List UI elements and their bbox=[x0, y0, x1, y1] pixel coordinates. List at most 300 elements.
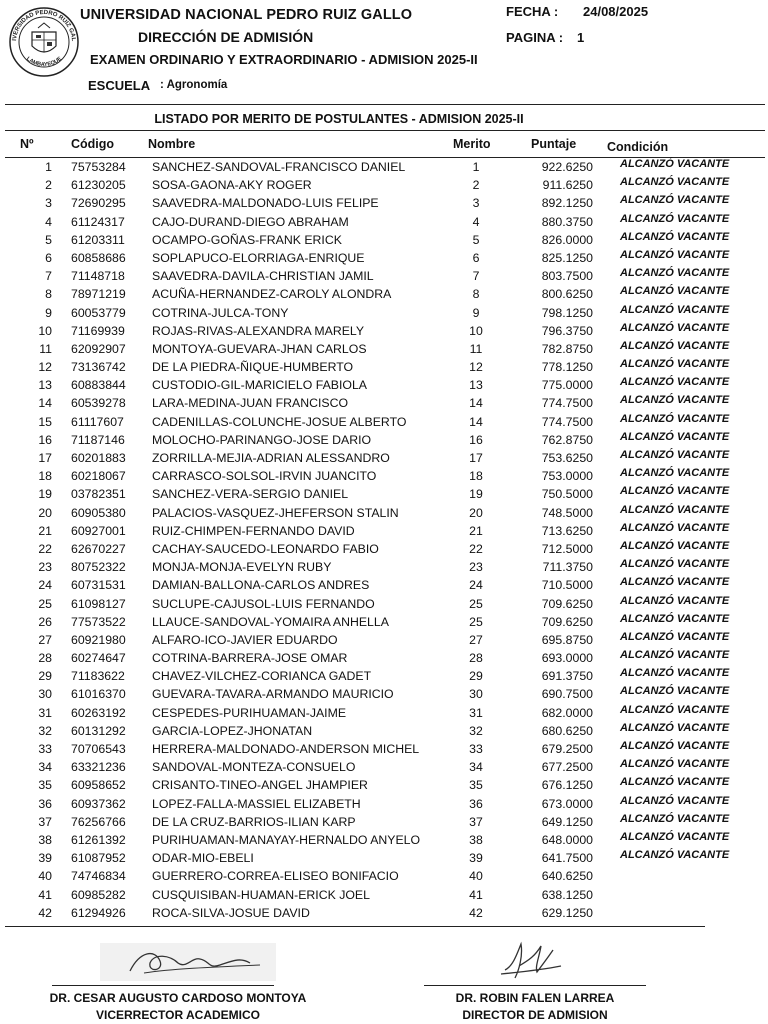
table-row bbox=[0, 249, 768, 267]
table-row bbox=[0, 831, 768, 849]
applicant-name: LOPEZ-FALLA-MASSIEL ELIZABETH bbox=[152, 796, 361, 811]
condition: ALCANZÓ VACANTE bbox=[620, 521, 730, 534]
applicant-name: ACUÑA-HERNANDEZ-CAROLY ALONDRA bbox=[152, 287, 392, 302]
applicant-name: DE LA PIEDRA-ÑIQUE-HUMBERTO bbox=[152, 360, 354, 375]
table-row bbox=[0, 867, 768, 885]
condition: ALCANZÓ VACANTE bbox=[620, 412, 730, 425]
applicant-name: RUIZ-CHIMPEN-FERNANDO DAVID bbox=[152, 523, 355, 538]
applicant-code: 60985282 bbox=[71, 887, 126, 902]
table-row bbox=[0, 340, 768, 358]
applicant-code: 80752322 bbox=[71, 560, 126, 575]
applicant-name: OCAMPO-GOÑAS-FRANK ERICK bbox=[152, 232, 342, 247]
row-number: 25 bbox=[38, 596, 52, 611]
row-number: 38 bbox=[38, 832, 52, 847]
row-number: 6 bbox=[45, 250, 52, 265]
page-number: 1 bbox=[577, 30, 585, 45]
score: 892.1250 bbox=[541, 196, 593, 211]
applicant-name: SANCHEZ-SANDOVAL-FRANCISCO DANIEL bbox=[152, 160, 406, 174]
row-number: 42 bbox=[38, 905, 52, 920]
merit-rank: 40 bbox=[469, 869, 483, 884]
row-number: 15 bbox=[38, 414, 52, 429]
row-number: 16 bbox=[38, 432, 52, 447]
table-row bbox=[0, 304, 768, 322]
row-number: 36 bbox=[38, 796, 52, 811]
merit-rank: 17 bbox=[469, 451, 483, 465]
applicant-code: 60201883 bbox=[71, 451, 126, 465]
merit-rank: 14 bbox=[469, 414, 483, 429]
merit-rank: 37 bbox=[469, 814, 483, 829]
score: 648.0000 bbox=[541, 832, 593, 847]
signature-left-name: DR. CESAR AUGUSTO CARDOSO MONTOYA bbox=[49, 991, 307, 1005]
merit-rank: 8 bbox=[472, 287, 480, 302]
date-value: 24/08/2025 bbox=[583, 4, 649, 19]
applicant-name: LLAUCE-SANDOVAL-YOMAIRA ANHELLA bbox=[152, 614, 389, 629]
applicant-name: HERRERA-MALDONADO-ANDERSON MICHEL bbox=[152, 742, 420, 756]
merit-rank: 18 bbox=[469, 469, 483, 484]
table-row bbox=[0, 194, 768, 212]
table-row bbox=[0, 886, 768, 904]
condition: ALCANZÓ VACANTE bbox=[620, 740, 730, 752]
score: 753.6250 bbox=[541, 451, 593, 465]
score: 629.1250 bbox=[541, 905, 593, 920]
score: 775.0000 bbox=[541, 378, 593, 393]
condition: ALCANZÓ VACANTE bbox=[620, 721, 730, 734]
merit-rank: 41 bbox=[469, 887, 483, 902]
table-row bbox=[0, 431, 768, 449]
applicant-name: CRISANTO-TINEO-ANGEL JHAMPIER bbox=[152, 778, 368, 793]
condition: ALCANZÓ VACANTE bbox=[620, 212, 730, 225]
table-row bbox=[0, 667, 768, 685]
score: 680.6250 bbox=[541, 723, 593, 738]
applicant-code: 61016370 bbox=[71, 687, 126, 702]
col-header-name: Nombre bbox=[148, 137, 196, 151]
merit-rank: 30 bbox=[469, 687, 483, 702]
condition: ALCANZÓ VACANTE bbox=[620, 321, 730, 334]
merit-rank: 5 bbox=[472, 232, 480, 247]
applicant-name: ROJAS-RIVAS-ALEXANDRA MARELY bbox=[152, 323, 365, 338]
applicant-name: GUEVARA-TAVARA-ARMANDO MAURICIO bbox=[152, 687, 394, 702]
applicant-code: 75753284 bbox=[71, 160, 126, 174]
table-row bbox=[0, 649, 768, 667]
row-number: 13 bbox=[38, 378, 52, 393]
row-number: 23 bbox=[38, 560, 52, 575]
table-row bbox=[0, 849, 768, 867]
merit-rank: 33 bbox=[469, 742, 483, 756]
applicant-code: 78971219 bbox=[71, 287, 126, 302]
school-value: : Agronomía bbox=[160, 79, 228, 91]
row-number: 4 bbox=[45, 214, 52, 229]
merit-rank: 13 bbox=[469, 378, 483, 393]
applicant-code: 60958652 bbox=[71, 778, 126, 793]
applicant-code: 60905380 bbox=[71, 505, 126, 520]
merit-rank: 25 bbox=[469, 596, 483, 611]
row-number: 32 bbox=[38, 723, 52, 738]
applicant-code: 60274647 bbox=[71, 651, 126, 666]
condition: ALCANZÓ VACANTE bbox=[620, 794, 730, 807]
row-number: 21 bbox=[38, 523, 52, 538]
table-row bbox=[0, 631, 768, 649]
merit-rank: 19 bbox=[469, 487, 483, 502]
condition: ALCANZÓ VACANTE bbox=[620, 503, 730, 516]
col-header-merit: Merito bbox=[453, 137, 491, 151]
applicant-code: 60218067 bbox=[71, 469, 126, 484]
table-row bbox=[0, 376, 768, 394]
condition: ALCANZÓ VACANTE bbox=[620, 358, 730, 371]
applicant-name: GUERRERO-CORREA-ELISEO BONIFACIO bbox=[152, 869, 399, 884]
merit-rank: 14 bbox=[469, 396, 483, 411]
merit-rank: 25 bbox=[469, 614, 483, 629]
condition: ALCANZÓ VACANTE bbox=[620, 576, 730, 589]
svg-text:LAMBAYEQUE: LAMBAYEQUE bbox=[25, 56, 63, 69]
merit-rank: 12 bbox=[469, 360, 483, 375]
condition: ALCANZÓ VACANTE bbox=[620, 176, 730, 189]
applicant-name: MONTOYA-GUEVARA-JHAN CARLOS bbox=[152, 341, 367, 356]
score: 750.5000 bbox=[541, 487, 593, 502]
row-number: 11 bbox=[39, 341, 52, 356]
row-number: 29 bbox=[38, 669, 52, 684]
score: 825.1250 bbox=[541, 250, 593, 265]
condition: ALCANZÓ VACANTE bbox=[620, 630, 730, 643]
score: 676.1250 bbox=[541, 778, 593, 793]
row-number: 2 bbox=[45, 178, 52, 193]
row-number: 20 bbox=[38, 505, 52, 520]
applicant-code: 71183622 bbox=[71, 669, 125, 684]
score: 713.6250 bbox=[541, 523, 593, 538]
applicant-code: 77573522 bbox=[71, 614, 126, 629]
score: 677.2500 bbox=[541, 760, 593, 775]
applicant-name: SAAVEDRA-DAVILA-CHRISTIAN JAMIL bbox=[152, 269, 374, 284]
applicant-code: 61087952 bbox=[71, 851, 126, 866]
score: 711.3750 bbox=[542, 560, 593, 575]
table-row bbox=[0, 358, 768, 376]
row-number: 26 bbox=[38, 614, 52, 629]
table-row bbox=[0, 904, 768, 922]
condition: ALCANZÓ VACANTE bbox=[620, 467, 730, 480]
score: 673.0000 bbox=[541, 796, 593, 811]
applicant-code: 60539278 bbox=[71, 396, 126, 411]
score: 800.6250 bbox=[541, 287, 593, 302]
row-number: 10 bbox=[38, 323, 52, 338]
score: 803.7500 bbox=[541, 269, 593, 284]
applicant-code: 61294926 bbox=[71, 905, 126, 920]
condition: ALCANZÓ VACANTE bbox=[620, 230, 730, 243]
table-row bbox=[0, 776, 768, 794]
applicant-code: 72690295 bbox=[71, 196, 126, 211]
university-name: UNIVERSIDAD NACIONAL PEDRO RUIZ GALLO bbox=[80, 7, 413, 23]
score: 880.3750 bbox=[541, 214, 593, 229]
university-seal bbox=[8, 6, 80, 78]
applicant-code: 62092907 bbox=[71, 341, 126, 356]
score: 826.0000 bbox=[541, 232, 593, 247]
condition: ALCANZÓ VACANTE bbox=[620, 594, 730, 607]
condition: ALCANZÓ VACANTE bbox=[620, 303, 730, 316]
applicant-code: 60858686 bbox=[71, 250, 126, 265]
condition: ALCANZÓ VACANTE bbox=[620, 267, 730, 280]
applicant-code: 70706543 bbox=[71, 742, 126, 756]
row-number: 41 bbox=[38, 887, 52, 902]
score: 691.3750 bbox=[541, 669, 593, 684]
col-header-no: Nº bbox=[20, 137, 34, 151]
condition: ALCANZÓ VACANTE bbox=[620, 248, 730, 261]
condition: ALCANZÓ VACANTE bbox=[620, 539, 730, 552]
score: 641.7500 bbox=[541, 851, 593, 866]
signature-right-name: DR. ROBIN FALEN LARREA bbox=[455, 991, 615, 1005]
applicant-name: SANDOVAL-MONTEZA-CONSUELO bbox=[152, 760, 356, 775]
applicant-code: 71148718 bbox=[71, 269, 125, 284]
condition: ALCANZÓ VACANTE bbox=[620, 285, 730, 298]
table-end-divider bbox=[5, 926, 705, 927]
table-row bbox=[0, 267, 768, 285]
row-number: 27 bbox=[38, 632, 52, 647]
applicant-name: PALACIOS-VASQUEZ-JHEFERSON STALIN bbox=[152, 505, 399, 520]
merit-rank: 27 bbox=[469, 632, 483, 647]
col-header-condition: Condición bbox=[607, 140, 669, 154]
row-number: 7 bbox=[45, 269, 52, 284]
applicant-code: 60937362 bbox=[71, 796, 126, 811]
row-number: 30 bbox=[38, 687, 52, 702]
applicant-code: 60883844 bbox=[71, 378, 126, 393]
condition: ALCANZÓ VACANTE bbox=[620, 667, 730, 680]
applicant-name: CADENILLAS-COLUNCHE-JOSUE ALBERTO bbox=[152, 414, 407, 429]
condition: ALCANZÓ VACANTE bbox=[620, 430, 730, 443]
merit-rank: 16 bbox=[469, 432, 483, 447]
applicant-code: 60731531 bbox=[71, 578, 126, 593]
applicant-name: SAAVEDRA-MALDONADO-LUIS FELIPE bbox=[152, 196, 379, 211]
score: 638.1250 bbox=[541, 887, 593, 902]
applicant-name: COTRINA-BARRERA-JOSE OMAR bbox=[152, 651, 348, 666]
merit-rank: 42 bbox=[469, 905, 483, 920]
table-row bbox=[0, 685, 768, 703]
merit-rank: 36 bbox=[469, 796, 483, 811]
col-header-code: Código bbox=[71, 137, 115, 151]
table-row bbox=[0, 394, 768, 412]
score: 649.1250 bbox=[541, 814, 593, 829]
applicant-code: 60263192 bbox=[71, 705, 126, 720]
applicant-name: MONJA-MONJA-EVELYN RUBY bbox=[152, 560, 332, 575]
header-divider bbox=[5, 104, 765, 105]
title-divider bbox=[5, 130, 765, 131]
applicant-code: 63321236 bbox=[71, 760, 126, 775]
merit-rank: 11 bbox=[469, 341, 483, 356]
row-number: 19 bbox=[38, 487, 52, 502]
applicant-name: CESPEDES-PURIHUAMAN-JAIME bbox=[152, 705, 347, 720]
merit-rank: 2 bbox=[472, 178, 480, 193]
applicant-code: 60053779 bbox=[71, 305, 126, 320]
applicant-name: CUSQUISIBAN-HUAMAN-ERICK JOEL bbox=[152, 887, 370, 902]
applicant-code: 74746834 bbox=[71, 869, 126, 884]
row-number: 9 bbox=[45, 305, 52, 320]
score: 762.8750 bbox=[541, 432, 593, 447]
condition: ALCANZÓ VACANTE bbox=[620, 339, 730, 352]
row-number: 18 bbox=[38, 469, 52, 484]
merit-rank: 29 bbox=[469, 669, 483, 684]
table-row bbox=[0, 285, 768, 303]
score: 911.6250 bbox=[542, 178, 593, 193]
row-number: 33 bbox=[38, 742, 52, 756]
score: 710.5000 bbox=[541, 578, 593, 593]
score: 798.1250 bbox=[541, 305, 593, 320]
signature-right-line bbox=[424, 985, 646, 986]
table-row bbox=[0, 158, 768, 176]
svg-text:UNIVERSIDAD PEDRO RUIZ GALLO: IVERSIDAD PEDRO RUIZ GAL bbox=[12, 9, 77, 42]
signature-left-scribble bbox=[100, 943, 276, 981]
row-number: 34 bbox=[38, 760, 52, 775]
applicant-code: 61098127 bbox=[71, 596, 126, 611]
school-label: ESCUELA bbox=[88, 78, 151, 93]
applicant-name: SOPLAPUCO-ELORRIAGA-ENRIQUE bbox=[152, 250, 365, 265]
merit-rank: 38 bbox=[469, 832, 483, 847]
condition: ALCANZÓ VACANTE bbox=[620, 449, 730, 461]
page-label: PAGINA : bbox=[506, 30, 564, 45]
table-row bbox=[0, 449, 768, 467]
table-row bbox=[0, 595, 768, 613]
condition: ALCANZÓ VACANTE bbox=[620, 703, 730, 716]
score: 778.1250 bbox=[541, 360, 593, 375]
merit-rank: 3 bbox=[472, 196, 480, 211]
table-row bbox=[0, 504, 768, 522]
condition: ALCANZÓ VACANTE bbox=[620, 649, 730, 662]
date-label: FECHA : bbox=[506, 4, 559, 19]
condition: ALCANZÓ VACANTE bbox=[620, 685, 730, 698]
row-number: 14 bbox=[38, 396, 52, 411]
table-row bbox=[0, 576, 768, 594]
condition: ALCANZÓ VACANTE bbox=[620, 158, 730, 170]
applicant-name: DE LA CRUZ-BARRIOS-ILIAN KARP bbox=[152, 814, 356, 829]
score: 709.6250 bbox=[541, 614, 593, 629]
applicant-name: COTRINA-JULCA-TONY bbox=[152, 305, 289, 320]
merit-rank: 20 bbox=[469, 505, 483, 520]
merit-rank: 21 bbox=[469, 523, 483, 538]
applicant-code: 60927001 bbox=[71, 523, 126, 538]
applicant-name: SANCHEZ-VERA-SERGIO DANIEL bbox=[152, 487, 349, 502]
merit-rank: 10 bbox=[469, 323, 483, 338]
applicant-name: MOLOCHO-PARINANGO-JOSE DARIO bbox=[152, 432, 372, 447]
applicant-code: 61261392 bbox=[71, 832, 126, 847]
condition: ALCANZÓ VACANTE bbox=[620, 394, 730, 407]
condition: ALCANZÓ VACANTE bbox=[620, 194, 730, 207]
signature-right-role: DIRECTOR DE ADMISION bbox=[462, 1008, 608, 1022]
applicant-name: ODAR-MIO-EBELI bbox=[152, 851, 254, 866]
applicant-code: 60131292 bbox=[71, 723, 126, 738]
table-row bbox=[0, 176, 768, 194]
applicant-code: 61203311 bbox=[71, 232, 125, 247]
score: 782.8750 bbox=[541, 341, 593, 356]
score: 712.5000 bbox=[541, 541, 593, 556]
merit-rank: 1 bbox=[472, 160, 480, 174]
applicant-name: GARCIA-LOPEZ-JHONATAN bbox=[152, 723, 313, 738]
table-row bbox=[0, 213, 768, 231]
applicant-name: LARA-MEDINA-JUAN FRANCISCO bbox=[152, 396, 349, 411]
applicant-name: CACHAY-SAUCEDO-LEONARDO FABIO bbox=[152, 541, 379, 556]
row-number: 24 bbox=[38, 578, 52, 593]
applicant-name: CUSTODIO-GIL-MARICIELO FABIOLA bbox=[152, 378, 368, 393]
merit-rank: 9 bbox=[472, 305, 480, 320]
table-row bbox=[0, 795, 768, 813]
score: 796.3750 bbox=[541, 323, 593, 338]
row-number: 1 bbox=[45, 160, 52, 174]
row-number: 5 bbox=[45, 232, 52, 247]
score: 922.6250 bbox=[541, 160, 593, 174]
score: 774.7500 bbox=[541, 414, 593, 429]
applicant-code: 61117607 bbox=[71, 414, 124, 429]
table-row bbox=[0, 467, 768, 485]
applicant-name: CHAVEZ-VILCHEZ-CORIANCA GADET bbox=[152, 669, 372, 684]
merit-rank: 32 bbox=[469, 723, 483, 738]
merit-rank: 31 bbox=[469, 705, 483, 720]
table-row bbox=[0, 613, 768, 631]
table-row bbox=[0, 722, 768, 740]
table-row bbox=[0, 740, 768, 758]
row-number: 28 bbox=[38, 651, 52, 666]
score: 693.0000 bbox=[541, 651, 593, 666]
condition: ALCANZÓ VACANTE bbox=[620, 812, 730, 825]
applicant-name: ROCA-SILVA-JOSUE DAVID bbox=[152, 905, 310, 920]
table-row bbox=[0, 540, 768, 558]
col-header-score: Puntaje bbox=[531, 137, 577, 151]
condition: ALCANZÓ VACANTE bbox=[620, 612, 730, 625]
applicant-code: 61124317 bbox=[71, 214, 125, 229]
applicant-code: 71169939 bbox=[71, 323, 125, 338]
table-row bbox=[0, 704, 768, 722]
merit-rank: 35 bbox=[469, 778, 483, 793]
merit-rank: 7 bbox=[472, 269, 480, 284]
applicant-code: 71187146 bbox=[71, 432, 125, 447]
merit-rank: 34 bbox=[469, 760, 483, 775]
merit-rank: 28 bbox=[469, 651, 483, 666]
score: 748.5000 bbox=[541, 505, 593, 520]
applicant-name: CARRASCO-SOLSOL-IRVIN JUANCITO bbox=[152, 469, 377, 484]
table-row bbox=[0, 322, 768, 340]
table-row bbox=[0, 758, 768, 776]
merit-rank: 6 bbox=[472, 250, 480, 265]
row-number: 39 bbox=[38, 851, 52, 866]
applicant-code: 03782351 bbox=[71, 487, 126, 502]
applicant-code: 73136742 bbox=[71, 360, 126, 375]
table-row bbox=[0, 558, 768, 576]
signature-left-line bbox=[52, 985, 274, 986]
condition: ALCANZÓ VACANTE bbox=[620, 485, 730, 498]
applicant-name: PURIHUAMAN-MANAYAY-HERNALDO ANYELO bbox=[152, 832, 421, 847]
score: 695.8750 bbox=[541, 632, 593, 647]
table-row bbox=[0, 813, 768, 831]
applicants-table bbox=[0, 158, 768, 922]
score: 753.0000 bbox=[541, 469, 593, 484]
condition: ALCANZÓ VACANTE bbox=[620, 558, 730, 571]
direction-name: DIRECCIÓN DE ADMISIÓN bbox=[138, 29, 314, 45]
merit-rank: 39 bbox=[469, 851, 483, 866]
merit-rank: 22 bbox=[469, 541, 483, 556]
table-row bbox=[0, 485, 768, 503]
row-number: 3 bbox=[45, 196, 52, 211]
applicant-name: SUCLUPE-CAJUSOL-LUIS FERNANDO bbox=[152, 596, 375, 611]
row-number: 12 bbox=[38, 360, 52, 375]
exam-title: EXAMEN ORDINARIO Y EXTRAORDINARIO - ADMISION 2025-II bbox=[90, 52, 478, 67]
signature-left-role: VICERRECTOR ACADEMICO bbox=[95, 1008, 260, 1022]
table-row bbox=[0, 231, 768, 249]
applicant-code: 62670227 bbox=[71, 541, 126, 556]
row-number: 8 bbox=[45, 287, 52, 302]
score: 709.6250 bbox=[541, 596, 593, 611]
condition: ALCANZÓ VACANTE bbox=[620, 376, 730, 389]
condition: ALCANZÓ VACANTE bbox=[620, 849, 730, 862]
row-number: 35 bbox=[38, 778, 52, 793]
row-number: 31 bbox=[38, 705, 52, 720]
applicant-code: 60921980 bbox=[71, 632, 126, 647]
table-row bbox=[0, 522, 768, 540]
applicant-name: ZORRILLA-MEJIA-ADRIAN ALESSANDRO bbox=[152, 451, 390, 465]
score: 682.0000 bbox=[541, 705, 593, 720]
applicant-name: ALFARO-ICO-JAVIER EDUARDO bbox=[152, 632, 338, 647]
